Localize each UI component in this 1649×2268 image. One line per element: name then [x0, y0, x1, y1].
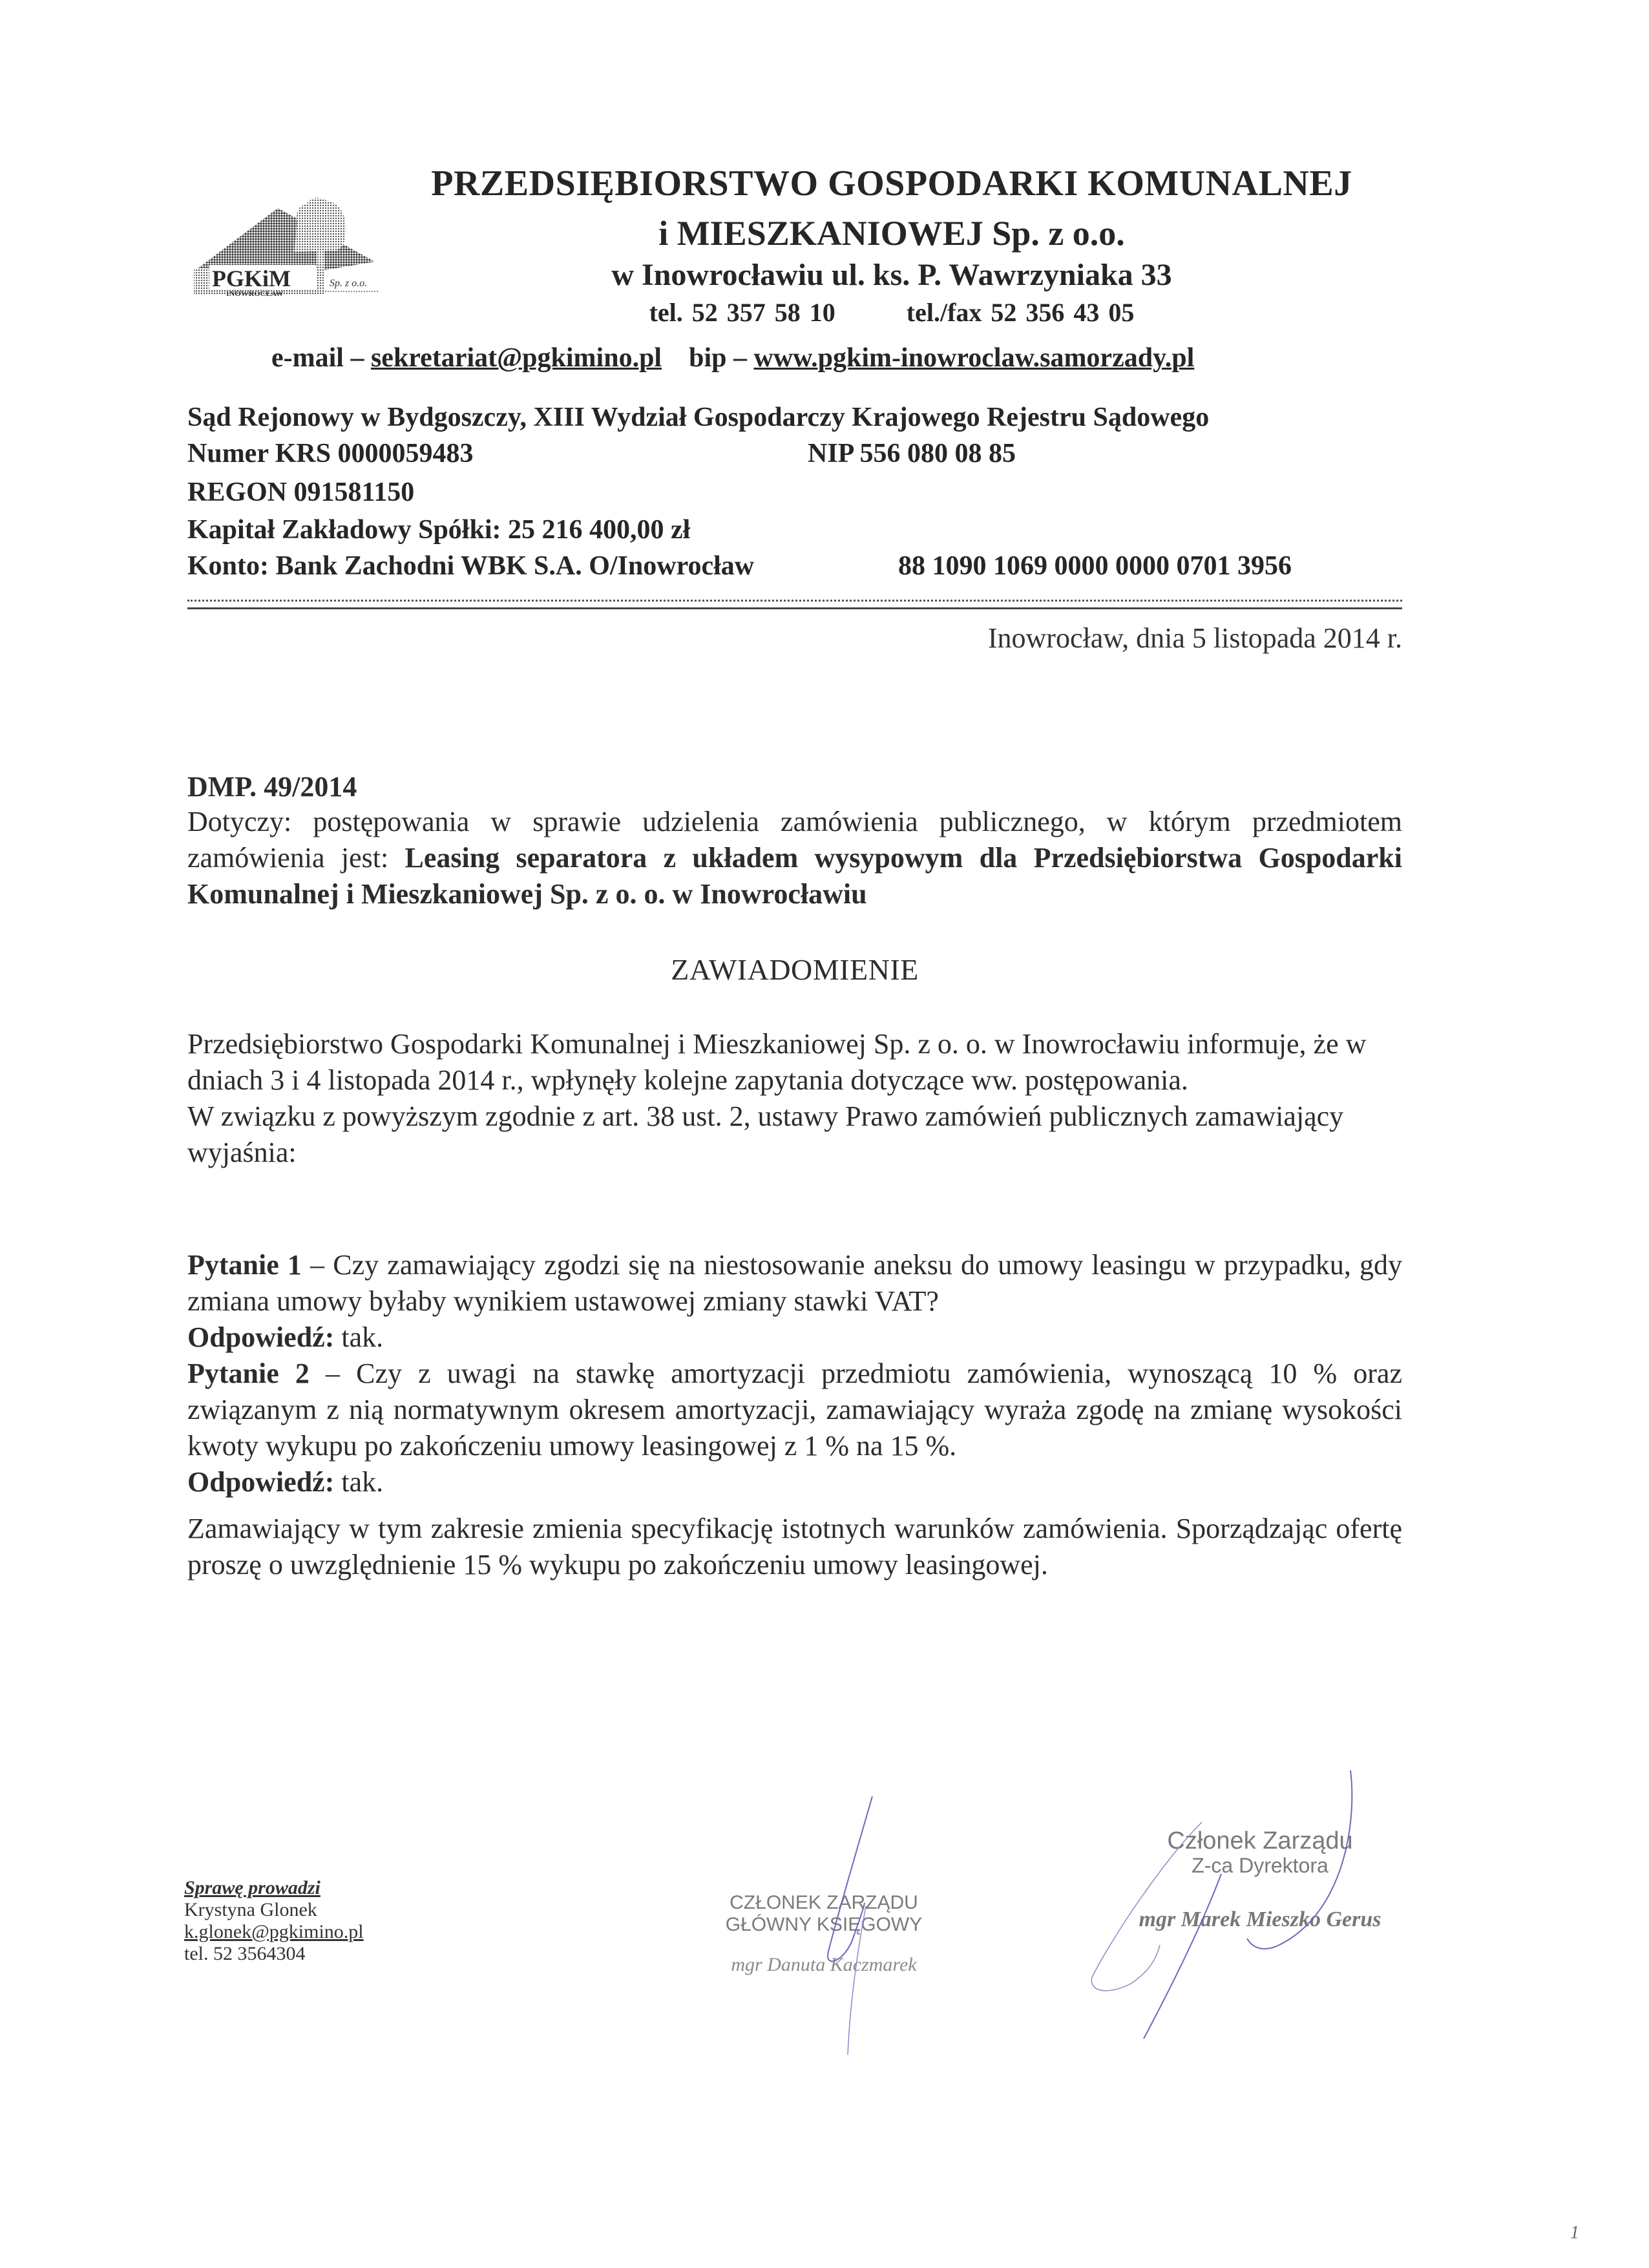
krs-nip-row — [187, 438, 1016, 469]
svg-text:Sp. z o.o.: Sp. z o.o. — [330, 278, 368, 289]
share-capital: Kapitał Zakładowy Spółki: 25 216 400,00 zł — [187, 515, 691, 545]
answer-label: Odpowiedź: — [187, 1466, 335, 1498]
intro-paragraph-2: W związku z powyższym zgodnie z art. 38 ust. 2, ustawy Prawo zamówień publicznych zamawiający wyjaśnia: — [187, 1100, 1344, 1168]
company-name-line1: PRZEDSIĘBIORSTWO GOSPODARKI KOMUNALNEJ — [431, 163, 1352, 204]
email-label: e-mail – — [271, 343, 371, 373]
regon-number: REGON 091581150 — [187, 478, 415, 507]
question-2 — [187, 1356, 1402, 1464]
case-handler-email[interactable]: k.glonek@pgkimino.pl — [184, 1921, 364, 1942]
question-label: Pytanie 1 — [187, 1249, 302, 1281]
company-address: w Inowrocławiu ul. ks. P. Wawrzyniaka 33 — [611, 258, 1172, 292]
bank-account-row — [187, 551, 1292, 582]
page-number-mark: 1 — [1570, 2223, 1579, 2243]
answer-label: Odpowiedź: — [187, 1321, 335, 1353]
court-registry: Sąd Rejonowy w Bydgoszczy, XIII Wydział Gospodarczy Krajowego Rejestru Sądowego — [187, 403, 1210, 432]
nip-number: NIP 556 080 08 85 — [808, 439, 1016, 468]
case-handler-name: Krystyna Glonek — [184, 1899, 317, 1920]
stamp-signatory: mgr Danuta Kaczmarek — [731, 1954, 917, 1975]
subject-prefix: Dotyczy: postępowania w sprawie udzielenia zamówienia publicznego, w którym przedmiotem zamówienia jest: — [187, 806, 1402, 874]
email-link[interactable]: sekretariat@pgkimino.pl — [370, 343, 662, 373]
company-name-line2: i MIESZKANIOWEJ Sp. z o.o. — [658, 214, 1125, 253]
bip-link[interactable]: www.pgkim-inowroclaw.samorzady.pl — [753, 343, 1195, 373]
question-text: – Czy z uwagi na stawkę amortyzacji przedmiotu zamówienia, wynoszącą 10 % oraz związanym z nią normatywnym okresem amortyzacji, zamawiający wyraża zgodę na zmianę wysokości kwoty wykupu po zakończeniu umowy leasingowej z 1 % na 15 %. — [187, 1358, 1402, 1462]
company-contacts — [181, 342, 1409, 373]
case-handler-title: Sprawę prowadzi — [184, 1877, 320, 1898]
account-number: 88 1090 1069 0000 0000 0701 3956 — [898, 551, 1292, 581]
closing-paragraph: Zamawiający w tym zakresie zmienia specyfikację istotnych warunków zamówienia. Sporządzając ofertę proszę o uwzględnienie 15 % wykupu po zakończeniu umowy leasingowej. — [187, 1513, 1402, 1580]
stamp-line2: Z-ca Dyrektora — [1192, 1854, 1329, 1877]
reference-number: DMP. 49/2014 — [187, 771, 357, 803]
question-label: Pytanie 2 — [187, 1358, 310, 1389]
company-phones — [388, 297, 1396, 328]
svg-text:PGKiM: PGKiM — [212, 266, 291, 291]
krs-number: Numer KRS 0000059483 — [187, 439, 474, 468]
case-handler — [184, 1877, 364, 1965]
stamp-deputy-director — [1092, 1829, 1428, 1932]
answer-2 — [187, 1464, 1402, 1500]
stamp-line2: GŁÓWNY KSIĘGOWY — [725, 1914, 923, 1935]
intro-paragraph-1: Przedsiębiorstwo Gospodarki Komunalnej i Mieszkaniowej Sp. z o. o. w Inowrocławiu informuje, że w dniach 3 i 4 listopada 2014 r., wpłynęły kolejne zapytania dotyczące ww. postępowania. — [187, 1028, 1367, 1096]
questions-answers — [187, 1247, 1402, 1500]
stamp-line1: CZŁONEK ZARZĄDU — [730, 1892, 918, 1913]
bip-label: bip – — [689, 343, 754, 373]
answer-text: tak. — [334, 1321, 384, 1353]
stamp-chief-accountant — [672, 1892, 976, 1976]
logo-divider — [194, 291, 378, 292]
subject-object: Leasing separatora z układem wysypowym dla Przedsiębiorstwa Gospodarki Komunalnej i Mieszkaniowej Sp. z o. o. w Inowrocławiu — [187, 842, 1402, 910]
phone-fax: tel./fax 52 356 43 05 — [906, 298, 1135, 327]
stamp-line1: Członek Zarządu — [1167, 1827, 1353, 1854]
logo-mountain-tree-icon — [187, 168, 381, 297]
phone: tel. 52 357 58 10 — [649, 298, 835, 327]
answer-1 — [187, 1319, 1402, 1356]
company-logo — [187, 168, 381, 297]
header-dotted-divider — [187, 600, 1402, 602]
intro — [187, 1026, 1402, 1171]
document-title: ZAWIADOMIENIE — [671, 953, 919, 986]
case-handler-phone: tel. 52 3564304 — [184, 1943, 306, 1964]
subject — [187, 804, 1402, 912]
header-divider — [187, 607, 1402, 609]
answer-text: tak. — [334, 1466, 384, 1498]
document-date: Inowrocław, dnia 5 listopada 2014 r. — [987, 622, 1402, 654]
stamp-signatory: mgr Marek Mieszko Gerus — [1139, 1907, 1381, 1931]
question-1 — [187, 1247, 1402, 1319]
bank-name: Konto: Bank Zachodni WBK S.A. O/Inowrocław — [187, 551, 755, 581]
svg-text:INOWROCŁAW: INOWROCŁAW — [226, 289, 284, 297]
question-text: – Czy zamawiający zgodzi się na niestosowanie aneksu do umowy leasingu w przypadku, gdy zmiana umowy byłaby wynikiem ustawowej zmiany stawki VAT? — [187, 1249, 1402, 1317]
